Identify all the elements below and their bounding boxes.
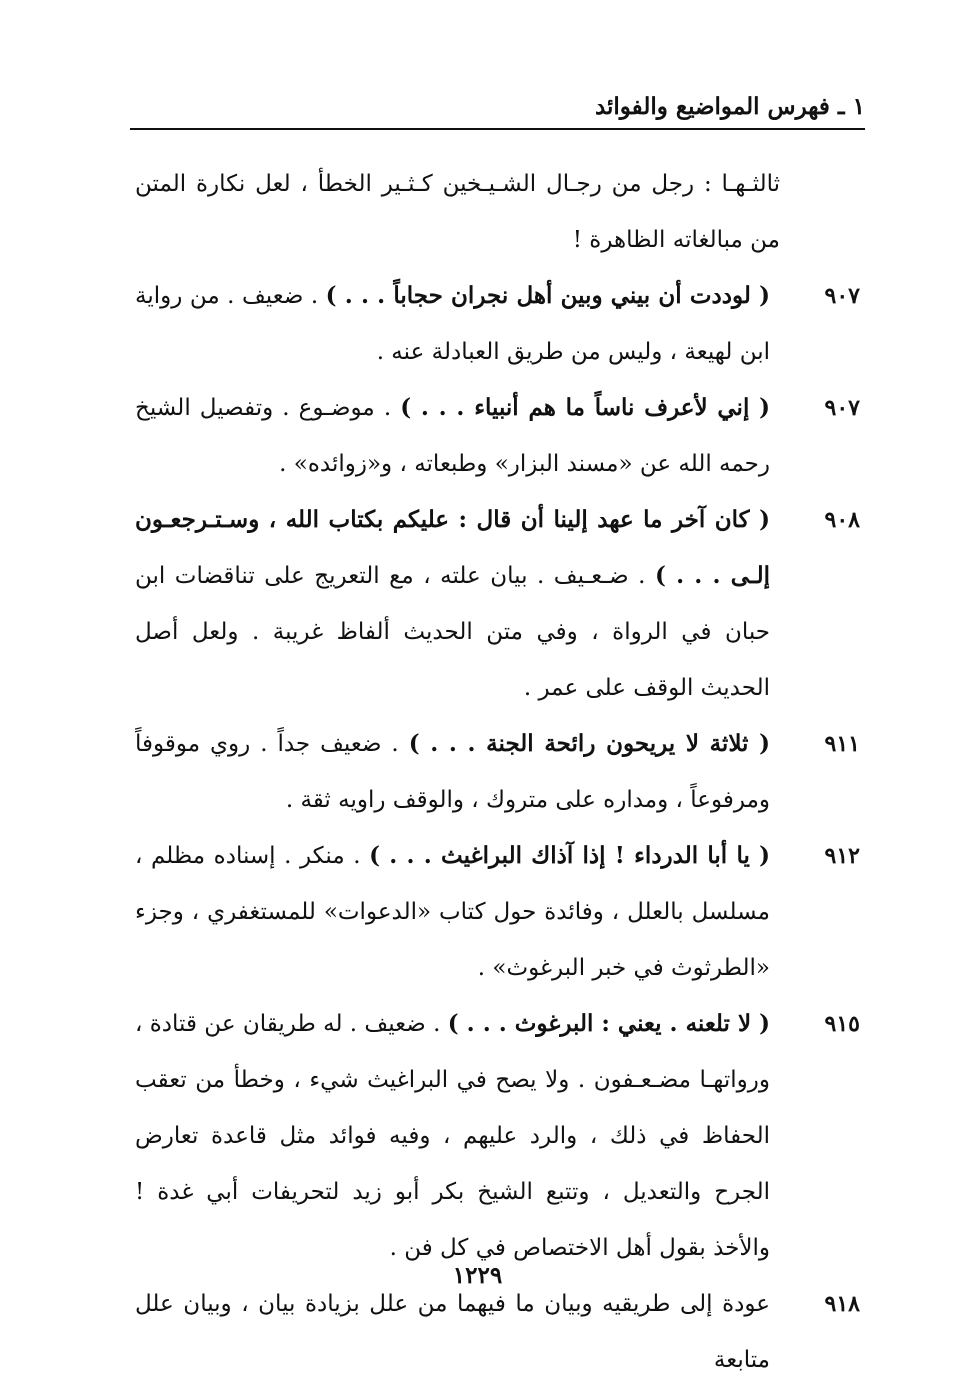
entry-number: ٩١٢ xyxy=(824,843,860,869)
entry-quote: ( كان آخر ما عهد إلينا أن قال : عليكم بكتاب الله ، وسـتـرجعـون إلـى . . . ) xyxy=(135,506,770,589)
entry-text xyxy=(135,828,770,996)
entry-description: . موضـوع . وتفصيل الشيخ رحمه الله عن «مسند البزار» وطبعاته ، و«زوائده» . xyxy=(135,395,770,477)
entry-text xyxy=(135,380,770,492)
entry-text xyxy=(135,996,770,1276)
entry-number: ٩٠٧ xyxy=(824,283,860,309)
entry-quote: ( إني لأعرف ناساً ما هم أنبياء . . . ) xyxy=(400,394,770,421)
entry-description: . ضعيف جداً . روي موقوفاً ومرفوعاً ، ومداره على متروك ، والوقف راويه ثقة . xyxy=(135,731,770,813)
entry-quote: ( لا تلعنه . يعني : البرغوث . . . ) xyxy=(447,1010,770,1037)
entry-description: . ضعيف . له طريقان عن قتادة ، ورواتهـا مضـعـفون . ولا يصح في البراغيث شيء ، وخطأ من تعقب الحفاظ في ذلك ، والرد عليهم ، وفيه فوائد مثل قاعدة تعارض الجرح والتعديل ، وتتبع الشيخ بكر أبو زيد لتحريفات أبي غدة ! والأخذ بقول أهل الاختصاص في كل فن . xyxy=(135,1011,770,1261)
entry-number: ٩٠٨ xyxy=(824,507,860,533)
entry-number: ٩١٨ xyxy=(824,1291,860,1317)
index-entry xyxy=(135,716,860,828)
entry-description: . منكر . إسناده مظلم ، مسلسل بالعلل ، وفائدة حول كتاب «الدعوات» للمستغفري ، وجزء «الطرثوث في خبر البرغوث» . xyxy=(135,843,770,981)
entry-quote: ( لوددت أن بيني وبين أهل نجران حجاباً . . . ) xyxy=(325,282,770,309)
page-header: ١ ـ فهرس المواضيع والفوائد xyxy=(594,93,865,120)
entry-text xyxy=(135,156,780,268)
entry-description: . ضعيف . من رواية ابن لهيعة ، وليس من طريق العبادلة عنه . xyxy=(135,283,770,365)
entry-number: ٩٠٧ xyxy=(824,395,860,421)
entry-number: ٩١٥ xyxy=(824,1011,860,1037)
index-list xyxy=(135,156,860,1388)
entry-text xyxy=(135,268,770,380)
index-entry xyxy=(135,492,860,716)
index-entry xyxy=(135,996,860,1276)
index-entry xyxy=(135,380,860,492)
index-entry xyxy=(135,156,860,268)
entry-description: . ضـعـيف . بيان علته ، مع التعريج على تناقضات ابن حبان في الرواة ، وفي متن الحديث ألفاظ غريبة . ولعل أصل الحديث الوقف على عمر . xyxy=(135,563,770,701)
header-rule xyxy=(130,128,865,130)
entry-text xyxy=(135,492,770,716)
index-entry xyxy=(135,268,860,380)
entry-description: ثالثـهـا : رجل من رجـال الشـيـخين كـثـير الخطأ ، لعل نكارة المتن من مبالغاته الظاهرة ! xyxy=(135,171,780,253)
entry-text xyxy=(135,1276,770,1388)
entry-quote: ( ثلاثة لا يريحون رائحة الجنة . . . ) xyxy=(408,730,770,757)
entry-description: عودة إلى طريقيه وبيان ما فيهما من علل بزيادة بيان ، وبيان علل متابعة xyxy=(135,1291,770,1373)
entry-number: ٩١١ xyxy=(824,731,860,757)
page-number: ١٢٢٩ xyxy=(452,1262,503,1289)
entry-text xyxy=(135,716,770,828)
index-entry xyxy=(135,1276,860,1388)
entry-quote: ( يا أبا الدرداء ! إذا آذاك البراغيث . . . ) xyxy=(369,842,770,869)
index-entry xyxy=(135,828,860,996)
